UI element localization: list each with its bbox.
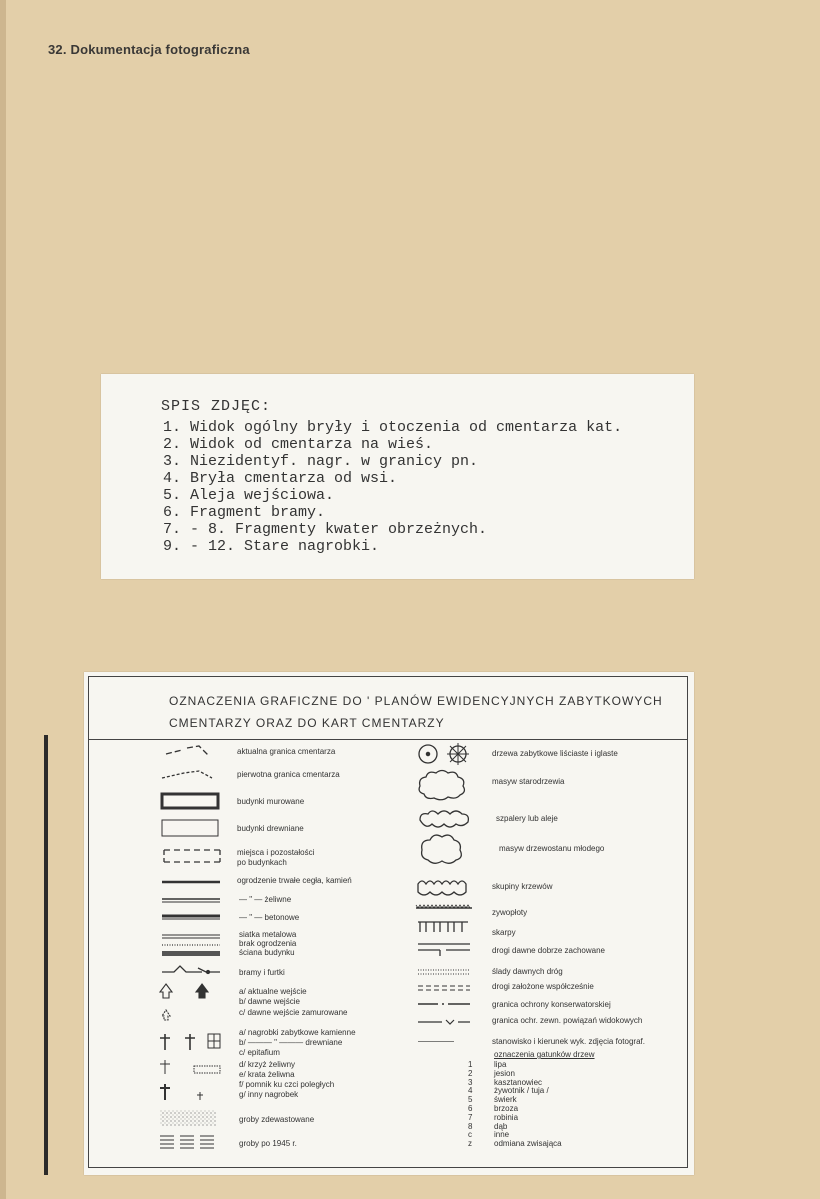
walled-entrance-icon (162, 1010, 170, 1020)
legend-right-label: ślady dawnych dróg (492, 967, 563, 976)
species-name: odmiana zwisająca (494, 1139, 562, 1149)
legend-left-label: b/ dawne wejście (239, 997, 300, 1006)
photo-list-item: 9. - 12. Stare nagrobki. (163, 538, 380, 555)
embankments-icon (418, 922, 468, 932)
stone-grave-icon (160, 1034, 170, 1050)
species-number: c (468, 1130, 472, 1140)
legend-card (84, 672, 694, 1175)
legend-right-label: granica ochr. zewn. powiązań widokowych (492, 1016, 643, 1025)
legend-left-label: f/ pomnik ku czci poległych (239, 1080, 335, 1089)
legend-left-label: groby po 1945 r. (239, 1139, 297, 1148)
photo-list-item: 7. - 8. Fragmenty kwater obrzeżnych. (163, 521, 488, 538)
rows-alleys-icon (420, 811, 468, 827)
legend-left-label: ściana budynku (239, 948, 295, 957)
cast-iron-grate-icon (194, 1066, 220, 1073)
legend-right-label: skupiny krzewów (492, 882, 553, 891)
legend-left-label: ogrodzenie trwałe cegła, kamień (237, 876, 352, 885)
masonry-building-icon (162, 794, 218, 808)
binding-strip (44, 735, 48, 1175)
legend-right-label: szpalery lub aleje (496, 814, 558, 823)
photo-list-item: 3. Niezidentyf. nagr. w granicy pn. (163, 453, 479, 470)
legend-left-label: — " — betonowe (239, 913, 300, 922)
legend-left-label: po budynkach (237, 858, 287, 867)
species-name: lipa (494, 1060, 507, 1069)
species-number: 8 (468, 1121, 473, 1131)
legend-right-label: stanowisko i kierunek wyk. zdjęcia fotograf. (492, 1037, 645, 1046)
species-name: żywotnik / tuja / (494, 1086, 549, 1096)
legend-left-label: — " — żeliwne (239, 895, 292, 904)
fallen-monument-icon (160, 1084, 170, 1100)
legend-title-rule (88, 739, 688, 740)
wooden-grave-icon (185, 1034, 195, 1050)
legend-left-label: groby zdewastowane (239, 1115, 315, 1124)
photo-list-items (163, 419, 622, 555)
other-grave-icon (197, 1092, 203, 1100)
species-number: 5 (468, 1095, 473, 1105)
original-boundary-icon (162, 771, 212, 778)
visual-links-boundary-icon (418, 1020, 470, 1024)
young-trees-mass-icon (422, 835, 462, 863)
shrub-groups-icon (418, 881, 466, 895)
species-number: 4 (468, 1086, 473, 1096)
species-number: 2 (468, 1068, 473, 1078)
building-wall-icon (162, 951, 220, 956)
legend-right-label: drogi założone współcześnie (492, 982, 594, 991)
legend-left-label: miejsca i pozostałości (237, 848, 315, 857)
legend-left-label: e/ krata żeliwna (239, 1070, 295, 1079)
photo-list-item: 6. Fragment bramy. (163, 504, 326, 521)
old-roads-icon (418, 944, 470, 956)
page-title: 32. Dokumentacja fotograficzna (48, 42, 250, 57)
legend-left-label: budynki murowane (237, 797, 305, 806)
photo-list-title: SPIS ZDJĘC: (161, 398, 272, 415)
legend-left-label: pierwotna granica cmentarza (237, 770, 340, 779)
species-name: robinia (494, 1112, 519, 1122)
cast-iron-cross-icon (160, 1060, 170, 1074)
species-number: 1 (468, 1060, 473, 1069)
species-numbers (468, 1061, 472, 1149)
old-trees-mass-icon (419, 771, 464, 800)
legend-left-label: a/ nagrobki zabytkowe kamienne (239, 1028, 356, 1037)
legend-right-label: skarpy (492, 928, 516, 937)
ruins-icon (164, 850, 220, 862)
species-name: kasztanowiec (494, 1077, 543, 1087)
gates-icon (162, 966, 220, 972)
legend-left-label: siatka metalowa (239, 930, 297, 939)
species-name: brzoza (494, 1103, 519, 1113)
current-entrance-icon (160, 984, 172, 998)
species-number: 3 (468, 1077, 473, 1087)
species-number: 6 (468, 1103, 473, 1113)
current-boundary-icon (166, 746, 209, 756)
legend-right-label: zywopłoty (492, 908, 528, 917)
species-number: 7 (468, 1112, 473, 1122)
legend-right-symbols (414, 742, 484, 1042)
species-name: inne (494, 1130, 510, 1140)
legend-right-label: masyw starodrzewia (492, 777, 565, 786)
species-name: jesion (494, 1068, 515, 1078)
legend-left-symbols (154, 744, 234, 1164)
species-name: świerk (494, 1095, 517, 1105)
legend-left-label: budynki drewniane (237, 824, 304, 833)
photo-list-item: 1. Widok ogólny bryły i otoczenia od cmentarza kat. (163, 419, 623, 436)
legend-title-line-1: OZNACZENIA GRAFICZNE DO ' PLANÓW EWIDENCYJNYCH ZABYTKOWYCH (169, 694, 663, 708)
legend-left-label: c/ dawne wejście zamurowane (239, 1008, 348, 1017)
legend-right-label: drzewa zabytkowe liściaste i iglaste (492, 749, 618, 758)
former-entrance-icon (196, 984, 208, 998)
legend-right-label: granica ochrony konserwatorskiej (492, 1000, 611, 1009)
legend-left-label: brak ogrodzenia (239, 939, 297, 948)
photo-list-item: 4. Bryła cmentarza od wsi. (163, 470, 398, 487)
photo-list-item: 5. Aleja wejściowa. (163, 487, 335, 504)
legend-left-label: b/ ——— " ——— drewniane (239, 1038, 343, 1047)
legend-left-label: d/ krzyż żeliwny (239, 1060, 296, 1069)
legend-left-label: aktualna granica cmentarza (237, 747, 336, 756)
legend-right-label: drogi dawne dobrze zachowane (492, 946, 605, 955)
legend-right-label: masyw drzewostanu młodego (499, 844, 605, 853)
page-edge (0, 0, 6, 1199)
devastated-graves-icon (160, 1110, 216, 1126)
species-names (494, 1061, 562, 1149)
species-title: oznaczenia gatunków drzew (494, 1050, 595, 1059)
photo-list-item: 2. Widok od cmentarza na wieś. (163, 436, 434, 453)
legend-title-line-2: CMENTARZY ORAZ DO KART CMENTARZY (169, 716, 445, 730)
species-number: z (468, 1139, 472, 1149)
photo-list-card (101, 374, 694, 579)
legend-left-label: c/ epitafium (239, 1048, 280, 1057)
legend-left-label: bramy i furtki (239, 968, 285, 977)
legend-title (169, 690, 663, 734)
species-name: dąb (494, 1121, 508, 1131)
legend-left-label: a/ aktualne wejście (239, 987, 307, 996)
wooden-building-icon (162, 820, 218, 836)
post-1945-graves-icon (160, 1136, 214, 1148)
legend-left-label: g/ inny nagrobek (239, 1090, 299, 1099)
